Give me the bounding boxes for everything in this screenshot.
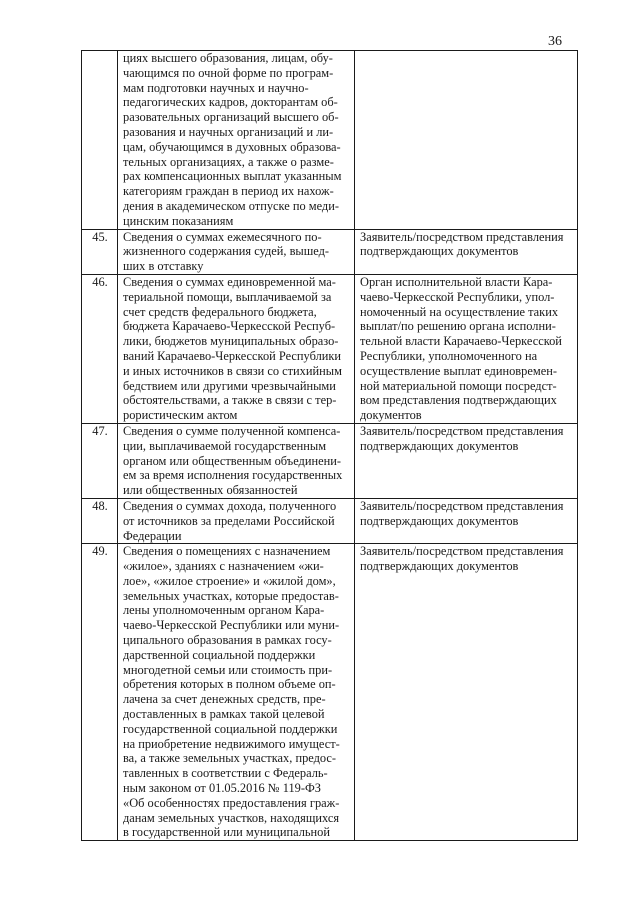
- description-line: мам подготовки научных и научно-: [123, 80, 309, 95]
- description-line: педагогических кадров, докторантам об-: [123, 95, 338, 110]
- description-line: ципального образования в рамках госу-: [123, 633, 332, 648]
- table-row: [82, 498, 578, 543]
- description-line: или общественных обязанностей: [123, 483, 298, 498]
- description-line: категориям граждан в период их нахож-: [123, 184, 334, 199]
- source-line: Республики, уполномоченного на: [360, 348, 538, 363]
- description-line: разовательных организаций высшего об-: [123, 110, 339, 125]
- info-source-cell: [355, 274, 578, 423]
- description-line: цам, обучающимся в духовных образова-: [123, 139, 341, 154]
- source-line: подтверждающих документов: [360, 559, 519, 574]
- description-line: доставленных в рамках такой целевой: [123, 707, 325, 722]
- description-line: рористическим актом: [123, 408, 238, 423]
- source-line: подтверждающих документов: [360, 513, 519, 528]
- row-number: [82, 51, 118, 230]
- row-number: 48.: [82, 498, 118, 543]
- info-source-cell: [355, 51, 578, 230]
- info-description-cell: [118, 274, 355, 423]
- source-line: Заявитель/посредством представления: [360, 423, 564, 438]
- info-source-cell: [355, 544, 578, 841]
- source-line: тельной власти Карачаево-Черкесской: [360, 334, 562, 349]
- description-line: Сведения о сумме полученной компенса-: [123, 423, 341, 438]
- source-line: Орган исполнительной власти Кара-: [360, 274, 553, 289]
- info-description-cell: [118, 544, 355, 841]
- description-line: обстоятельствами, а также в связи с тер-: [123, 393, 337, 408]
- description-line: от источников за пределами Российской: [123, 513, 335, 528]
- source-line: Заявитель/посредством представления: [360, 229, 564, 244]
- description-line: чаево-Черкесской Республики или муни-: [123, 618, 340, 633]
- info-description-cell: [118, 229, 355, 274]
- description-line: органом или общественным объединени-: [123, 453, 341, 468]
- description-line: данам земельных участков, находящихся: [123, 810, 340, 825]
- description-line: ным законом от 01.05.2016 № 119-ФЗ: [123, 781, 321, 796]
- source-line: номоченный на осуществление таких: [360, 304, 559, 319]
- description-line: счет средств федерального бюджета,: [123, 304, 317, 319]
- description-line: ших в отставку: [123, 259, 204, 274]
- description-line: лое», «жилое строение» и «жилой дом»,: [123, 573, 336, 588]
- source-line: подтверждающих документов: [360, 244, 519, 259]
- description-line: и иных источников в связи со стихийным: [123, 363, 342, 378]
- description-line: ваний Карачаево-Черкесской Республики: [123, 348, 342, 363]
- description-line: тельных организациях, а также о разме-: [123, 154, 334, 169]
- description-line: бедствием или другими чрезвычайными: [123, 378, 336, 393]
- description-line: жизненного содержания судей, вышед-: [123, 244, 330, 259]
- table-row: [82, 274, 578, 423]
- source-line: вом представления подтверждающих: [360, 393, 557, 408]
- table-row: [82, 51, 578, 230]
- row-number: 45.: [82, 229, 118, 274]
- info-description-cell: [118, 423, 355, 498]
- row-number: 49.: [82, 544, 118, 841]
- info-source-cell: [355, 229, 578, 274]
- description-line: Сведения о суммах ежемесячного по-: [123, 229, 322, 244]
- description-line: земельных участках, которые предостав-: [123, 588, 339, 603]
- source-line: чаево-Черкесской Республики, упол-: [360, 289, 555, 304]
- document-table: [81, 50, 578, 841]
- description-line: лачена за счет денежных средств, пре-: [123, 692, 326, 707]
- source-line: ной материальной помощи посредст-: [360, 378, 557, 393]
- description-line: ва, а также земельных участках, предос-: [123, 751, 337, 766]
- description-line: «жилое», зданиях с назначением «жи-: [123, 559, 324, 574]
- description-line: Сведения о суммах единовременной ма-: [123, 274, 336, 289]
- description-line: чающимся по очной форме по програм-: [123, 65, 334, 80]
- description-line: лены уполномоченным органом Кара-: [123, 603, 325, 618]
- description-line: циях высшего образования, лицам, обу-: [123, 51, 333, 65]
- description-line: ем за время исполнения государственных: [123, 468, 343, 483]
- source-line: Заявитель/посредством представления: [360, 498, 564, 513]
- source-line: осуществление выплат единовремен-: [360, 363, 557, 378]
- info-description-cell: [118, 498, 355, 543]
- info-source-cell: [355, 423, 578, 498]
- description-line: рах компенсационных выплат указанным: [123, 169, 342, 184]
- description-line: Федерации: [123, 528, 182, 543]
- description-line: дарственной социальной поддержки: [123, 647, 316, 662]
- description-line: многодетной семьи или стоимость при-: [123, 662, 333, 677]
- table-row: [82, 229, 578, 274]
- description-line: тавленных в соответствии с Федераль-: [123, 766, 328, 781]
- description-line: государственной социальной поддержки: [123, 721, 338, 736]
- row-number: 46.: [82, 274, 118, 423]
- description-line: «Об особенностях предоставления граж-: [123, 795, 340, 810]
- description-line: териальной помощи, выплачиваемой за: [123, 289, 332, 304]
- description-line: Сведения о помещениях с назначением: [123, 544, 331, 559]
- description-line: обретения которых в полном объеме оп-: [123, 677, 336, 692]
- row-number: 47.: [82, 423, 118, 498]
- description-line: бюджета Карачаево-Черкесской Респуб-: [123, 319, 336, 334]
- source-line: Заявитель/посредством представления: [360, 544, 564, 559]
- info-source-cell: [355, 498, 578, 543]
- page-number: 36: [548, 34, 562, 49]
- source-line: выплат/по решению органа исполни-: [360, 319, 556, 334]
- table-row: [82, 423, 578, 498]
- description-line: дения в академическом отпуске по меди-: [123, 198, 339, 213]
- source-line: документов: [360, 408, 422, 423]
- description-line: на приобретение недвижимого имущест-: [123, 736, 340, 751]
- description-line: ции, выплачиваемой государственным: [123, 438, 327, 453]
- description-line: Сведения о суммах дохода, полученного: [123, 498, 337, 513]
- source-line: подтверждающих документов: [360, 438, 519, 453]
- description-line: лики, бюджетов муниципальных образо-: [123, 334, 339, 349]
- info-description-cell: [118, 51, 355, 230]
- description-line: цинским показаниям: [123, 213, 234, 228]
- table-row: [82, 544, 578, 841]
- description-line: в государственной или муниципальной: [123, 825, 330, 840]
- table-body: [82, 51, 578, 841]
- description-line: разования и научных организаций и ли-: [123, 124, 334, 139]
